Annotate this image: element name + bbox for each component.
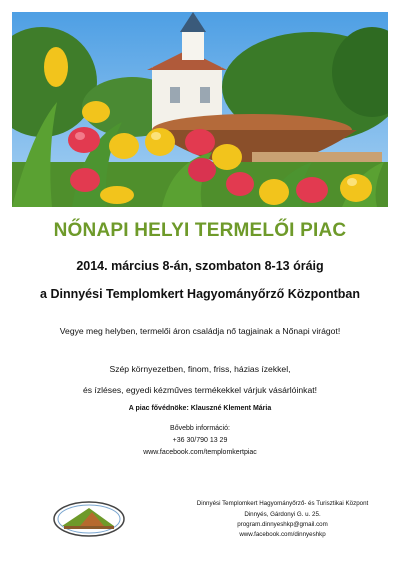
- footer-org: Dinnyési Templomkert Hagyományőrző- és Turisztikai Központ: [196, 500, 369, 507]
- header-photo: [12, 12, 388, 207]
- tulips-church-photo-icon: [12, 12, 388, 207]
- date-line: 2014. március 8-án, szombaton 8-13 óráig: [76, 259, 324, 273]
- footer-address: Dinnyés, Gárdonyi G. u. 25.: [244, 511, 321, 518]
- page-title: NŐNAPI HELYI TERMELŐI PIAC: [53, 220, 347, 241]
- info-label: Bővebb információ:: [170, 425, 230, 432]
- info-phone: +36 30/790 13 29: [172, 437, 228, 444]
- patron-line: A piac fővédnöke: Klauszné Klement Mária: [128, 405, 272, 412]
- footer-web-link[interactable]: www.facebook.com/dinnyeshkp: [239, 531, 326, 538]
- place-line: a Dinnyési Templomkert Hagyományőrző Központban: [40, 287, 360, 301]
- info-web-link[interactable]: www.facebook.com/templomkertpiac: [143, 449, 257, 456]
- invite-line: Vegye meg helyben, termelői áron családja nő tagjainak a Nőnapi virágot!: [59, 326, 341, 336]
- footer-email[interactable]: program.dinnyeshkp@gmail.com: [237, 521, 328, 528]
- welcome-line-1: Szép környezetben, finom, friss, házias ízekkel,: [109, 364, 291, 374]
- templomkert-logo-icon: [52, 500, 126, 543]
- welcome-line-2: és ízléses, egyedi kézműves termékekkel várjuk vásárlóinkat!: [82, 385, 318, 395]
